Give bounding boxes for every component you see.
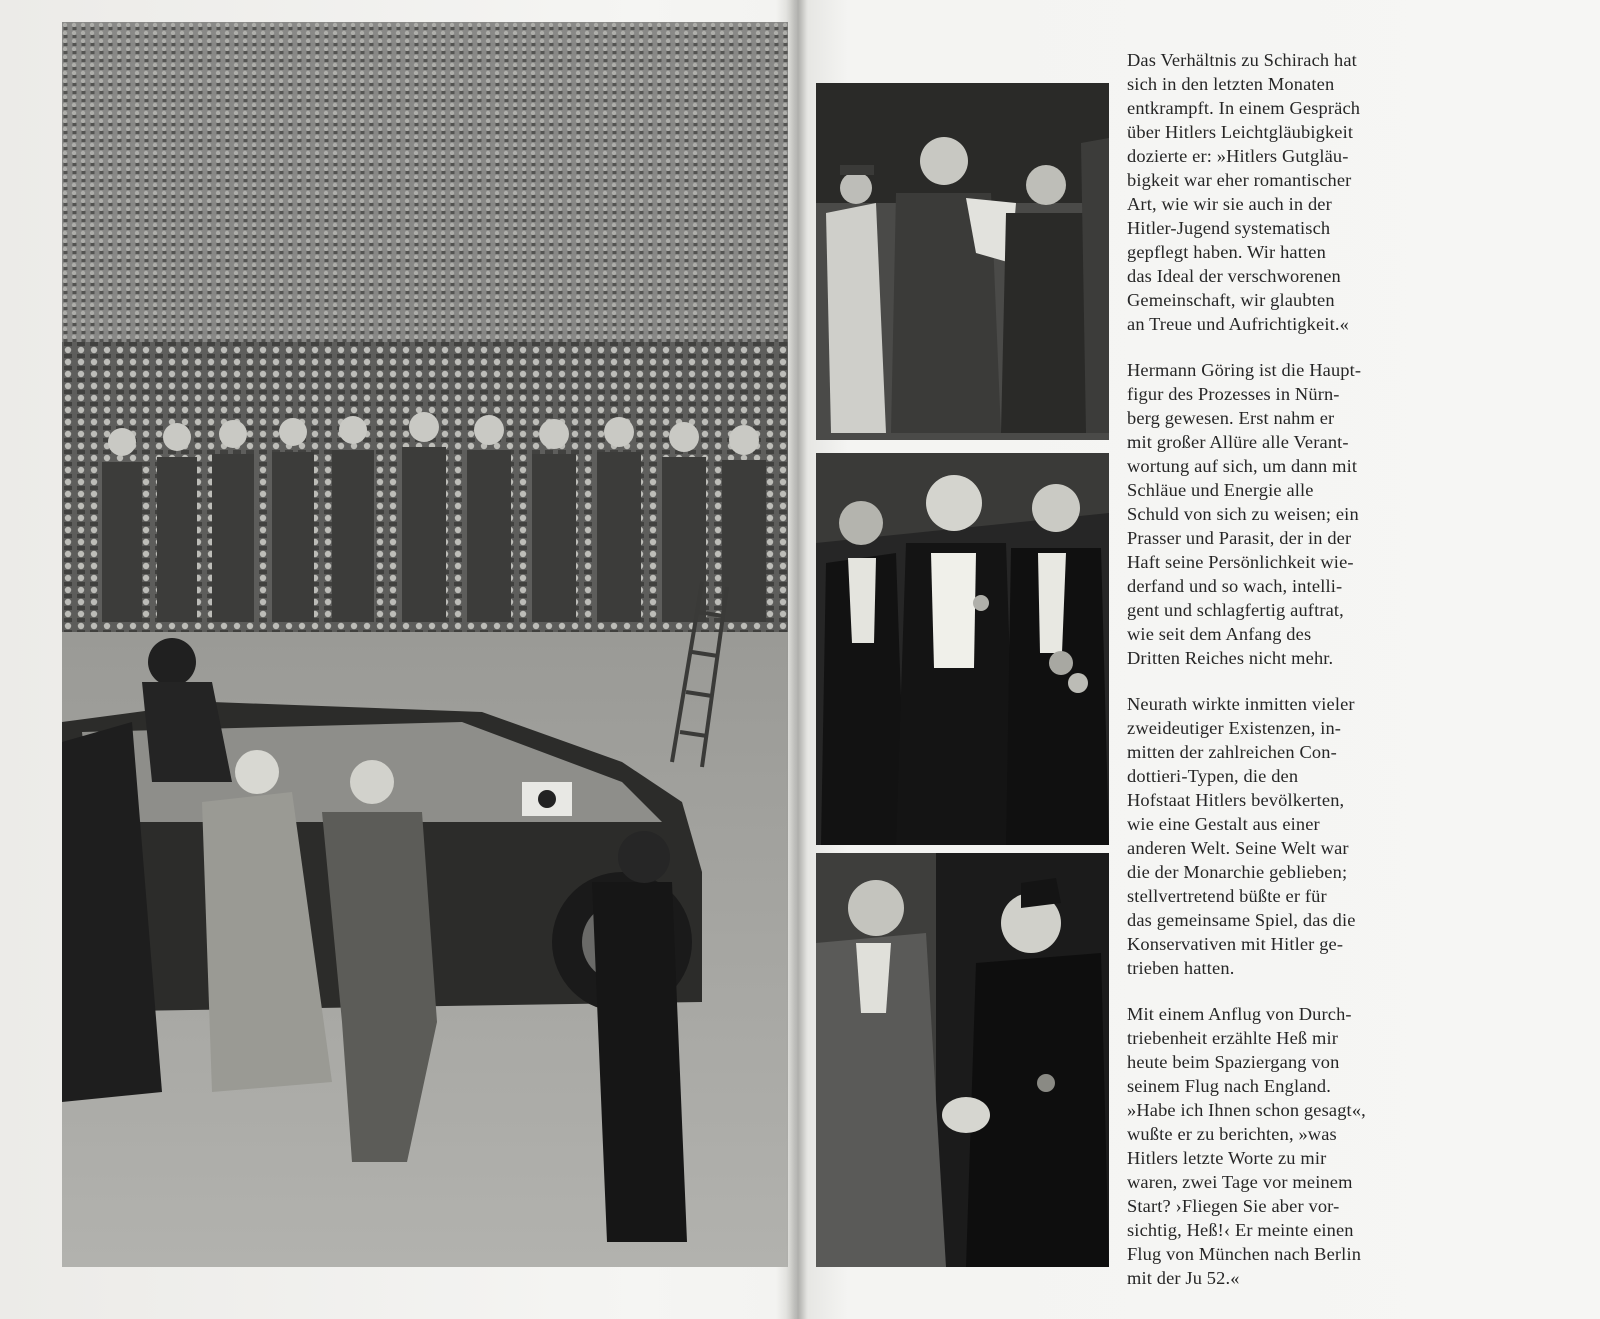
paragraph-hess — [1127, 1002, 1417, 1290]
text-column — [1127, 48, 1417, 1312]
text-line: über Hitlers Leichtgläubigkeit — [1127, 122, 1354, 142]
text-line: triebenheit erzählte Heß mir — [1127, 1028, 1338, 1048]
text-line: wie eine Gestalt aus einer — [1127, 814, 1320, 834]
text-line: wortung auf sich, um dann mit — [1127, 456, 1358, 476]
text-line: Konservativen mit Hitler ge- — [1127, 934, 1344, 954]
text-line: an Treue und Aufrichtigkeit.« — [1127, 314, 1349, 334]
text-line: Schläue und Energie alle — [1127, 480, 1314, 500]
text-line: Hofstaat Hitlers bevölkerten, — [1127, 790, 1345, 810]
text-line: waren, zwei Tage vor meinem — [1127, 1172, 1353, 1192]
text-line: dottieri-Typen, die den — [1127, 766, 1299, 786]
text-line: stellvertretend büßte er für — [1127, 886, 1327, 906]
text-line: Das Verhältnis zu Schirach hat — [1127, 50, 1357, 70]
text-line: zweideutiger Existenzen, in- — [1127, 718, 1342, 738]
photo-rally-car-greeting — [62, 22, 788, 1267]
photo-formal-reception — [816, 453, 1109, 845]
text-line: dozierte er: »Hitlers Gutgläu- — [1127, 146, 1349, 166]
photo-group-outdoor — [816, 83, 1109, 440]
text-line: berg gewesen. Erst nahm er — [1127, 408, 1335, 428]
text-line: Hermann Göring ist die Haupt- — [1127, 360, 1362, 380]
text-line: mit großer Allüre alle Verant- — [1127, 432, 1349, 452]
text-line: Prasser und Parasit, der in der — [1127, 528, 1352, 548]
text-line: bigkeit war eher romantischer — [1127, 170, 1352, 190]
text-line: entkrampft. In einem Gespräch — [1127, 98, 1361, 118]
text-line: Gemeinschaft, wir glaubten — [1127, 290, 1335, 310]
text-line: Neurath wirkte inmitten vieler — [1127, 694, 1355, 714]
text-line: wußte er zu berichten, »was — [1127, 1124, 1337, 1144]
text-line: mitten der zahlreichen Con- — [1127, 742, 1337, 762]
text-line: sichtig, Heß!‹ Er meinte einen — [1127, 1220, 1354, 1240]
text-line: seinem Flug nach England. — [1127, 1076, 1331, 1096]
text-line: trieben hatten. — [1127, 958, 1235, 978]
paragraph-neurath — [1127, 692, 1417, 980]
text-line: wie seit dem Anfang des — [1127, 624, 1312, 644]
paragraph-goering — [1127, 358, 1417, 670]
text-line: das Ideal der verschworenen — [1127, 266, 1341, 286]
text-line: die der Monarchie geblieben; — [1127, 862, 1348, 882]
text-line: Schuld von sich zu weisen; ein — [1127, 504, 1359, 524]
text-line: Start? ›Fliegen Sie aber vor- — [1127, 1196, 1340, 1216]
book-gutter — [786, 0, 808, 1319]
text-line: mit der Ju 52.« — [1127, 1268, 1240, 1288]
text-line: Dritten Reiches nicht mehr. — [1127, 648, 1334, 668]
text-line: Mit einem Anflug von Durch- — [1127, 1004, 1352, 1024]
paragraph-schirach — [1127, 48, 1417, 336]
text-line: gepflegt haben. Wir hatten — [1127, 242, 1326, 262]
text-line: gent und schlagfertig auftrat, — [1127, 600, 1344, 620]
text-line: »Habe ich Ihnen schon gesagt«, — [1127, 1100, 1366, 1120]
text-line: anderen Welt. Seine Welt war — [1127, 838, 1349, 858]
text-line: Haft seine Persönlichkeit wie- — [1127, 552, 1354, 572]
photo-handshake — [816, 853, 1109, 1267]
text-line: figur des Prozesses in Nürn- — [1127, 384, 1340, 404]
text-line: sich in den letzten Monaten — [1127, 74, 1335, 94]
text-line: Hitlers letzte Worte zu mir — [1127, 1148, 1327, 1168]
text-line: heute beim Spaziergang von — [1127, 1052, 1340, 1072]
text-line: Art, wie wir sie auch in der — [1127, 194, 1332, 214]
text-line: das gemeinsame Spiel, das die — [1127, 910, 1356, 930]
text-line: Flug von München nach Berlin — [1127, 1244, 1362, 1264]
text-line: derfand und so wach, intelli- — [1127, 576, 1343, 596]
text-line: Hitler-Jugend systematisch — [1127, 218, 1331, 238]
